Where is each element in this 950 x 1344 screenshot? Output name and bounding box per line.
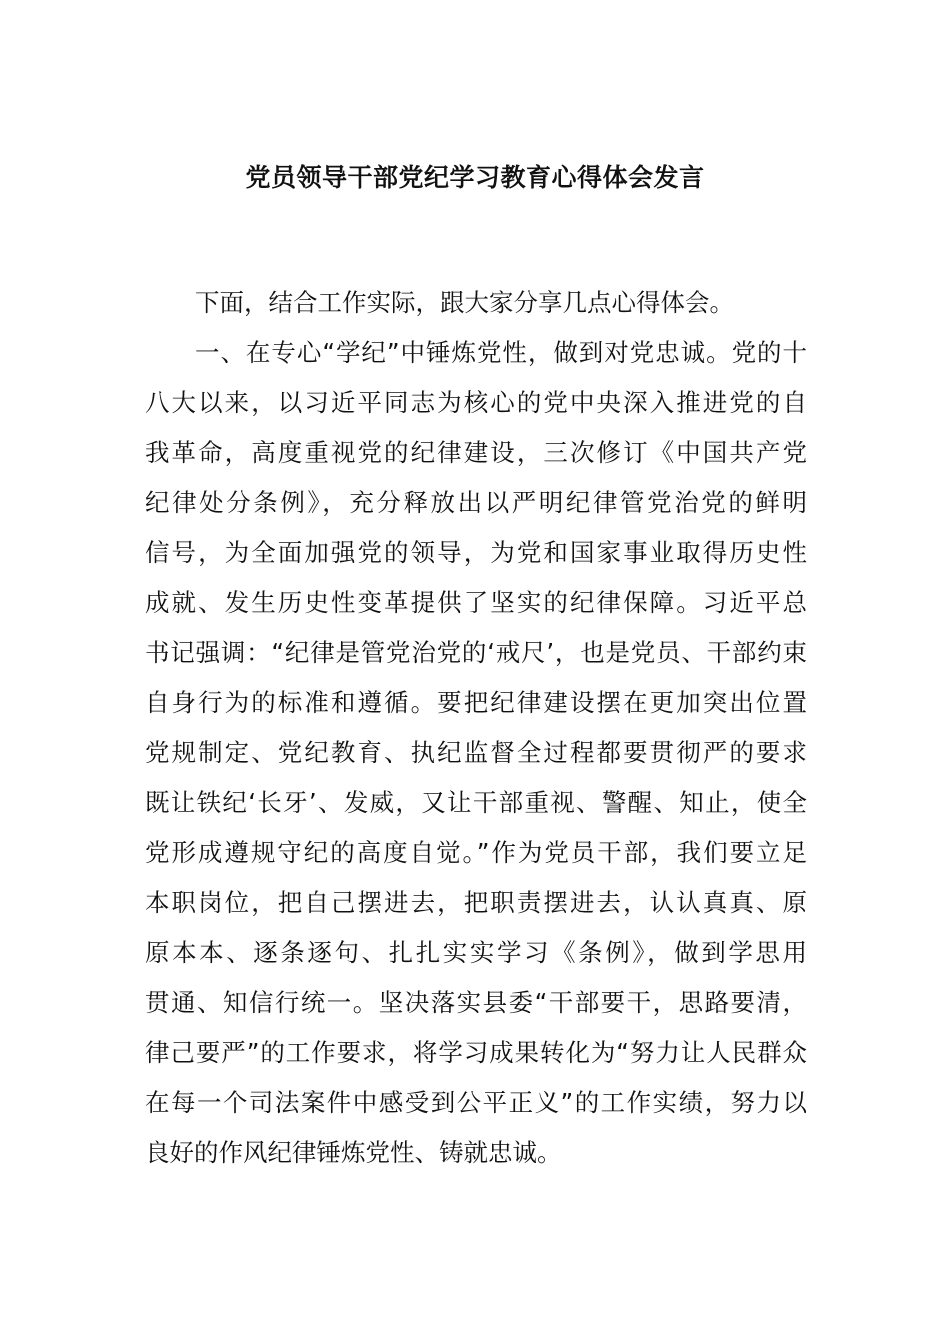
paragraph-line: 本职岗位，把自己摆进去，把职责摆进去，认认真真、原 [145,888,807,917]
paragraph-line: 自身行为的标准和遵循。要把纪律建设摆在更加突出位置 [145,688,807,717]
paragraph-line: 信号，为全面加强党的领导，为党和国家事业取得历史性 [145,538,807,567]
paragraph-line: 良好的作风纪律锤炼党性、铸就忠诚。 [145,1138,562,1167]
paragraph-line: 一、在专心“学纪”中锤炼党性，做到对党忠诚。党的十 [195,338,807,367]
paragraph-line: 八大以来，以习近平同志为核心的党中央深入推进党的自 [145,388,807,417]
paragraph-line: 书记强调：“纪律是管党治党的‘戒尺’，也是党员、干部约束 [145,638,807,667]
paragraph-line: 党规制定、党纪教育、执纪监督全过程都要贯彻严的要求 [145,738,807,767]
paragraph-line: 成就、发生历史性变革提供了坚实的纪律保障。习近平总 [145,588,807,617]
paragraph-line: 原本本、逐条逐句、扎扎实实学习《条例》，做到学思用 [145,938,807,967]
document-body [145,278,807,1178]
paragraph-line: 纪律处分条例》，充分释放出以严明纪律管党治党的鲜明 [145,488,807,517]
paragraph-line: 下面，结合工作实际，跟大家分享几点心得体会。 [195,288,734,317]
paragraph-line: 党形成遵规守纪的高度自觉。”作为党员干部，我们要立足 [145,838,807,867]
paragraph-line: 既让铁纪‘长牙’、发威，又让干部重视、警醒、知止，使全 [145,788,807,817]
page-title: 党员领导干部党纪学习教育心得体会发言 [245,163,705,192]
paragraph-line: 律己要严”的工作要求，将学习成果转化为“努力让人民群众 [145,1038,807,1067]
paragraph-line: 贯通、知信行统一。坚决落实县委“干部要干，思路要清， [145,988,807,1017]
paragraph-line: 我革命，高度重视党的纪律建设，三次修订《中国共产党 [145,438,807,467]
paragraph-line: 在每一个司法案件中感受到公平正义”的工作实绩，努力以 [145,1088,807,1117]
